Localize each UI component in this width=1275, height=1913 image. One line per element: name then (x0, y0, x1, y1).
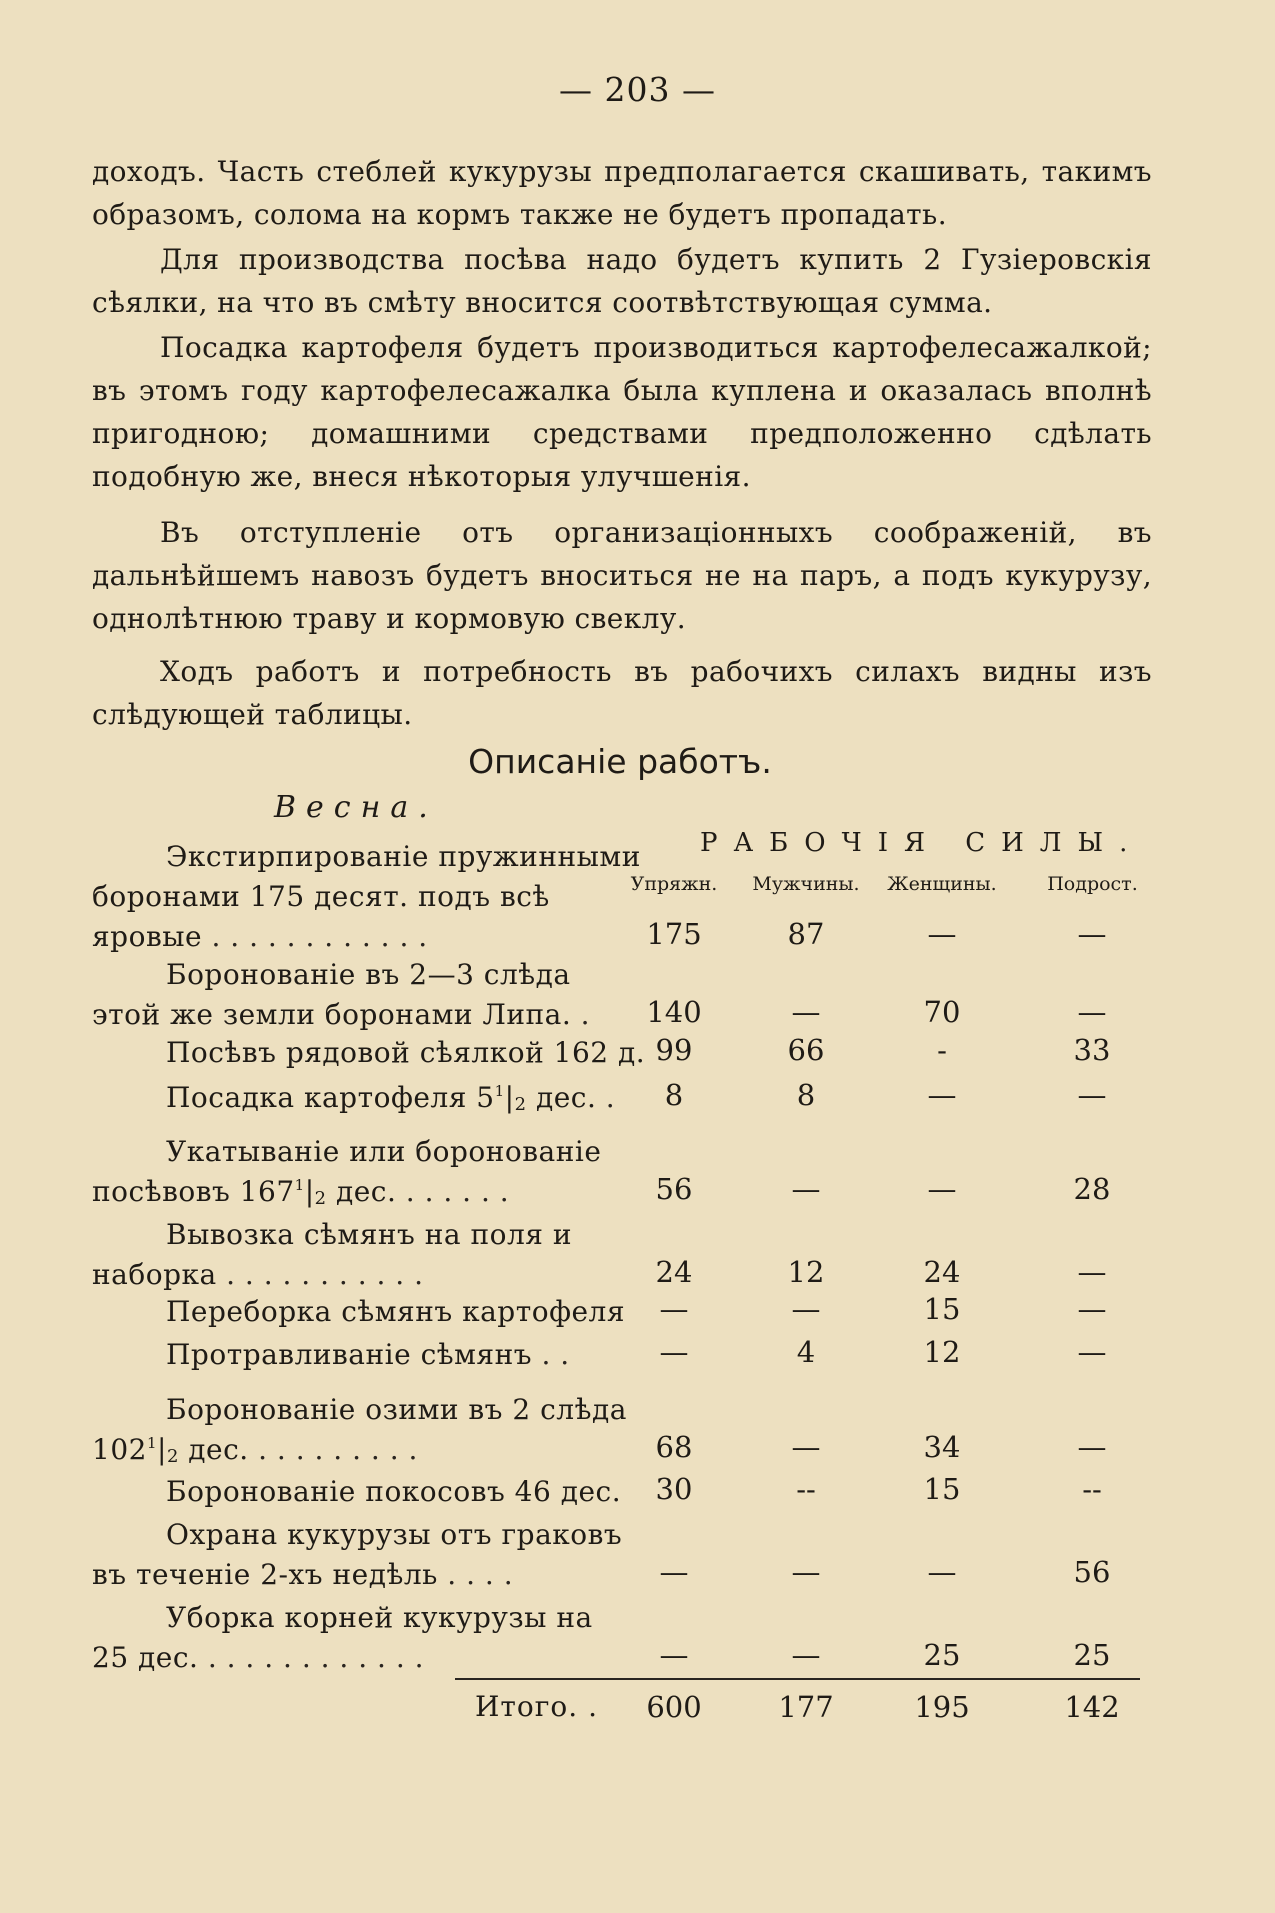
dot-leader: . . (532, 1338, 570, 1371)
value-youths: 28 (1073, 1172, 1111, 1206)
value-teams: 175 (646, 917, 702, 951)
value-men: 12 (787, 1255, 825, 1289)
dot-leader: . . . . . . (396, 1175, 510, 1208)
work-description (92, 1078, 616, 1118)
value-youths: — (1077, 995, 1107, 1029)
dot-leader: . . . . . . . . . . . (216, 1258, 424, 1291)
work-description-line (92, 1292, 626, 1332)
description-text: Переборка сѣмянъ картофеля (166, 1295, 626, 1328)
value-women: 70 (923, 995, 961, 1029)
fraction-bar: | (157, 1433, 167, 1466)
value-men: — (791, 1292, 821, 1326)
description-text: Боронованіе покосовъ 46 дес. (166, 1475, 622, 1508)
value-teams: 99 (655, 1033, 693, 1067)
value-men: 8 (796, 1078, 816, 1112)
work-description (92, 1215, 600, 1295)
description-text: Экстирпированіе пружинными (166, 840, 641, 873)
fraction-numerator: 1 (494, 1082, 505, 1100)
fraction-denominator: 2 (514, 1094, 527, 1115)
description-text: Уборка корней кукурузы на (166, 1601, 593, 1634)
value-women: — (927, 917, 957, 951)
work-description-line (92, 877, 600, 917)
value-teams: 8 (664, 1078, 684, 1112)
description-text: Посѣвъ рядовой сѣялкой 162 д. (166, 1036, 646, 1069)
value-women: 25 (923, 1638, 961, 1672)
paragraph-2: Для производства посѣва надо будетъ купить 2 Гузіеровскія сѣялки, на что въ смѣту вносится соотвѣтствующая сумма. (92, 243, 1152, 319)
description-text: 102 (92, 1433, 147, 1466)
fraction-denominator: 2 (166, 1446, 179, 1467)
value-youths: — (1077, 1292, 1107, 1326)
dot-leader: . . . . . . . . . . . . (198, 1641, 425, 1674)
value-men: — (791, 1638, 821, 1672)
value-men: — (791, 1172, 821, 1206)
description-text: Посадка картофеля 5 (166, 1081, 495, 1114)
work-description-line (92, 917, 600, 957)
column-header-teams: Упряжн. (630, 873, 718, 895)
work-forces-heading: РАБОЧІЯ СИЛЫ. (700, 828, 1144, 858)
value-women: — (927, 1555, 957, 1589)
work-description-line (92, 837, 641, 877)
value-youths: — (1077, 1078, 1107, 1112)
work-description (92, 1472, 622, 1512)
work-description-line (92, 1172, 600, 1212)
value-teams: 68 (655, 1430, 693, 1464)
value-women: - (937, 1033, 947, 1067)
dot-leader: . . . . . . . . . . . . (202, 920, 428, 953)
value-women: 15 (923, 1292, 961, 1326)
value-teams: — (659, 1292, 689, 1326)
value-men: — (791, 995, 821, 1029)
total-value-men: 177 (778, 1690, 834, 1724)
work-description-line (92, 1555, 600, 1595)
work-description (92, 955, 600, 1035)
work-description (92, 837, 641, 957)
description-text: Боронованіе озими въ 2 слѣда (166, 1393, 627, 1426)
work-description-line (92, 1390, 627, 1430)
value-women: 15 (923, 1472, 961, 1506)
value-teams: 30 (655, 1472, 693, 1506)
work-description (92, 1390, 627, 1470)
total-value-youths: 142 (1064, 1690, 1120, 1724)
work-description (92, 1132, 600, 1212)
value-teams: — (659, 1555, 689, 1589)
value-women: 34 (923, 1430, 961, 1464)
work-description-line (92, 1255, 600, 1295)
value-teams: 56 (655, 1172, 693, 1206)
paragraph-5: Ходъ работъ и потребность въ рабочихъ силахъ видны изъ слѣдующей таблицы. (92, 655, 1152, 731)
value-men: 87 (787, 917, 825, 951)
description-tail: дес. (326, 1175, 397, 1208)
description-text: Охрана кукурузы отъ граковъ (166, 1518, 623, 1551)
description-tail: дес. (178, 1433, 249, 1466)
description-text: Боронованіе въ 2—3 слѣда (166, 958, 571, 991)
value-youths: — (1077, 1430, 1107, 1464)
work-description-line (92, 1638, 600, 1678)
dot-leader: . . . . (437, 1558, 514, 1591)
value-women: — (927, 1172, 957, 1206)
description-text: наборка (92, 1258, 217, 1291)
value-youths: 33 (1073, 1033, 1111, 1067)
work-description (92, 1598, 600, 1678)
value-teams: 140 (646, 995, 702, 1029)
value-youths: — (1077, 1255, 1107, 1289)
work-description-line (92, 995, 600, 1035)
value-women: 24 (923, 1255, 961, 1289)
work-description-line (92, 1472, 622, 1512)
fraction-bar: | (504, 1081, 515, 1114)
total-value-women: 195 (914, 1690, 970, 1724)
work-description-line (92, 1033, 646, 1073)
description-text: Протравливаніе сѣмянъ (166, 1338, 533, 1371)
value-youths: 25 (1073, 1638, 1111, 1672)
dot-leader: . (571, 998, 591, 1031)
work-description (92, 1292, 626, 1332)
column-header-youths: Подрост. (1047, 873, 1138, 895)
dot-leader: . . . . . . . . . (248, 1433, 418, 1466)
description-text: Вывозка сѣмянъ на поля и (166, 1218, 573, 1251)
total-value-teams: 600 (646, 1690, 702, 1724)
dot-leader: . (596, 1081, 616, 1114)
work-description (92, 1335, 600, 1375)
value-men: 4 (796, 1335, 816, 1369)
column-header-women: Женщины. (887, 873, 997, 895)
value-teams: 24 (655, 1255, 693, 1289)
section-title: Описаніе работъ. (468, 742, 772, 781)
work-description (92, 1033, 646, 1073)
value-women: — (927, 1078, 957, 1112)
work-description-line (92, 955, 600, 995)
page-number: — 203 — (559, 70, 716, 109)
fraction-numerator: 1 (294, 1176, 305, 1194)
value-youths: — (1077, 1335, 1107, 1369)
work-description-line (92, 1515, 623, 1555)
value-youths: 56 (1073, 1555, 1111, 1589)
value-men: — (791, 1555, 821, 1589)
value-women: 12 (923, 1335, 961, 1369)
value-teams: — (659, 1335, 689, 1369)
value-youths: -- (1082, 1472, 1102, 1506)
total-rule (455, 1678, 1140, 1680)
paragraph-1: доходъ. Часть стеблей кукурузы предполагается скашивать, такимъ образомъ, солома на кормъ также не будетъ пропадать. (92, 155, 1152, 231)
description-tail: дес. (526, 1081, 597, 1114)
description-text: этой же земли боронами Липа. (92, 998, 572, 1031)
description-text: яровые (92, 920, 203, 953)
work-description-line (92, 1430, 600, 1470)
value-teams: — (659, 1638, 689, 1672)
value-men: — (791, 1430, 821, 1464)
column-header-men: Мужчины. (752, 873, 860, 895)
work-description-line (92, 1335, 600, 1375)
paragraph-3: Посадка картофеля будетъ производиться картофелесажалкой; въ этомъ году картофелесажалка была куплена и оказалась вполнѣ пригодною; домашними средствами предположенно сдѣлать подобную же, внеся нѣкоторыя улучшенія. (92, 331, 1152, 493)
paragraph-4: Въ отступленіе отъ организаціонныхъ соображеній, въ дальнѣйшемъ навозъ будетъ вноситься не на паръ, а подъ кукурузу, однолѣтнюю траву и кормовую свеклу. (92, 516, 1152, 635)
work-description-line (92, 1598, 600, 1638)
work-description-line (92, 1078, 616, 1118)
value-youths: — (1077, 917, 1107, 951)
description-text: 25 дес. (92, 1641, 199, 1674)
value-men: 66 (787, 1033, 825, 1067)
total-label: Итого. . (475, 1690, 598, 1723)
fraction-bar: | (304, 1175, 315, 1208)
description-text: посѣвовъ 167 (92, 1175, 295, 1208)
work-description-line (92, 1132, 600, 1172)
season-heading: Весна. (274, 790, 438, 825)
fraction-numerator: 1 (146, 1434, 157, 1452)
work-description (92, 1515, 623, 1595)
value-men: -- (796, 1472, 816, 1506)
work-description-line (92, 1215, 600, 1255)
fraction-denominator: 2 (314, 1188, 327, 1209)
description-text: въ теченіе 2-хъ недѣль (92, 1558, 438, 1591)
description-text: боронами 175 десят. подъ всѣ (92, 880, 550, 913)
description-text: Укатываніе или боронованіе (166, 1135, 602, 1168)
